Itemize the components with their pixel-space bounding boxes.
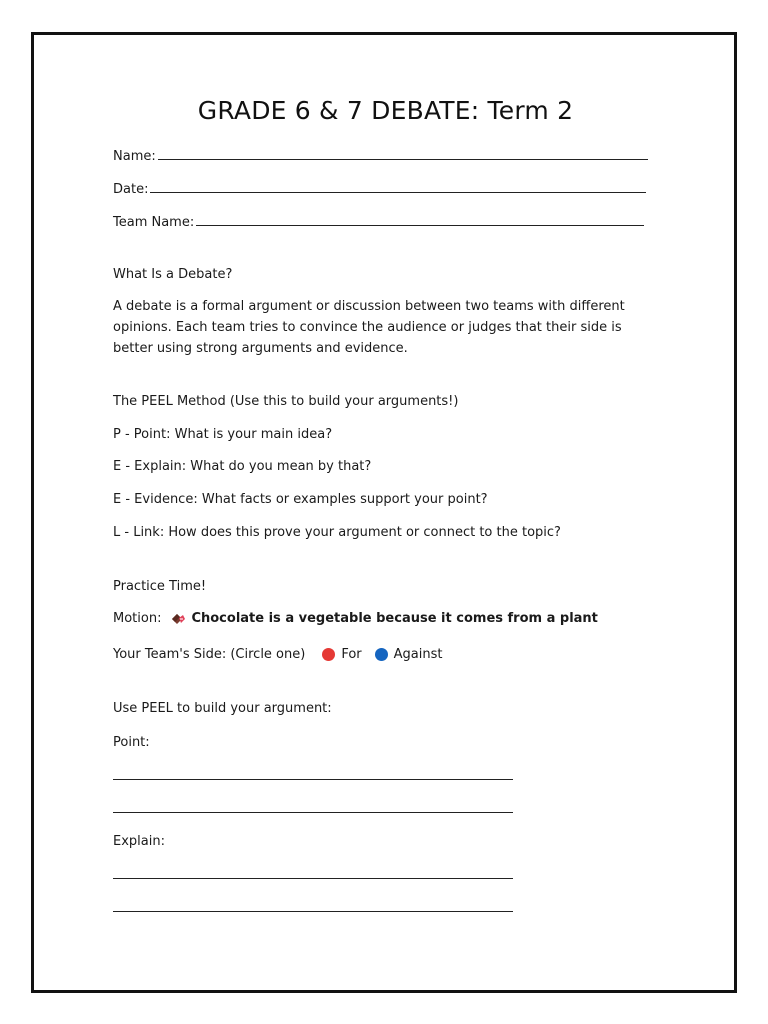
name-label: Name:: [113, 149, 156, 164]
peel-item-link: L - Link: How does this prove your argument or connect to the topic?: [113, 525, 561, 540]
for-option[interactable]: For: [341, 647, 362, 662]
what-is-heading: What Is a Debate?: [113, 267, 233, 282]
point-answer-line-2[interactable]: [113, 812, 513, 813]
team-side-row: [113, 644, 442, 665]
date-label: Date:: [113, 182, 149, 197]
peel-heading: The PEEL Method (Use this to build your arguments!): [113, 394, 459, 409]
what-is-line-1: A debate is a formal argument or discussion between two teams with different: [113, 299, 625, 314]
what-is-line-2: opinions. Each team tries to convince the audience or judges that their side is: [113, 320, 622, 335]
motion-text: Chocolate is a vegetable because it comes from a plant: [191, 611, 598, 626]
team-name-field[interactable]: [113, 213, 644, 230]
point-answer-line-1[interactable]: [113, 779, 513, 780]
explain-answer-line-1[interactable]: [113, 878, 513, 879]
what-is-line-3: better using strong arguments and evidence.: [113, 341, 408, 356]
name-line[interactable]: [158, 147, 648, 160]
explain-answer-line-2[interactable]: [113, 911, 513, 912]
name-field[interactable]: [113, 147, 648, 164]
team-side-label: Your Team's Side: (Circle one): [113, 647, 306, 662]
motion-label: Motion:: [113, 611, 162, 626]
date-field[interactable]: [113, 180, 646, 197]
against-option[interactable]: Against: [393, 647, 443, 662]
peel-item-evidence: E - Evidence: What facts or examples support your point?: [113, 492, 488, 507]
point-label: Point:: [113, 735, 150, 750]
peel-item-point: P - Point: What is your main idea?: [113, 427, 333, 442]
team-name-label: Team Name:: [113, 215, 195, 230]
page-title: GRADE 6 & 7 DEBATE: Term 2: [197, 96, 574, 125]
team-name-line[interactable]: [196, 213, 644, 226]
motion-row: [113, 608, 598, 629]
peel-item-explain: E - Explain: What do you mean by that?: [113, 459, 372, 474]
explain-label: Explain:: [113, 834, 165, 849]
build-heading: Use PEEL to build your argument:: [113, 701, 332, 716]
against-circle-icon[interactable]: [375, 648, 388, 661]
practice-heading: Practice Time!: [113, 579, 207, 594]
date-line[interactable]: [150, 180, 646, 193]
chocolate-icon: [170, 612, 186, 626]
for-circle-icon[interactable]: [322, 648, 335, 661]
